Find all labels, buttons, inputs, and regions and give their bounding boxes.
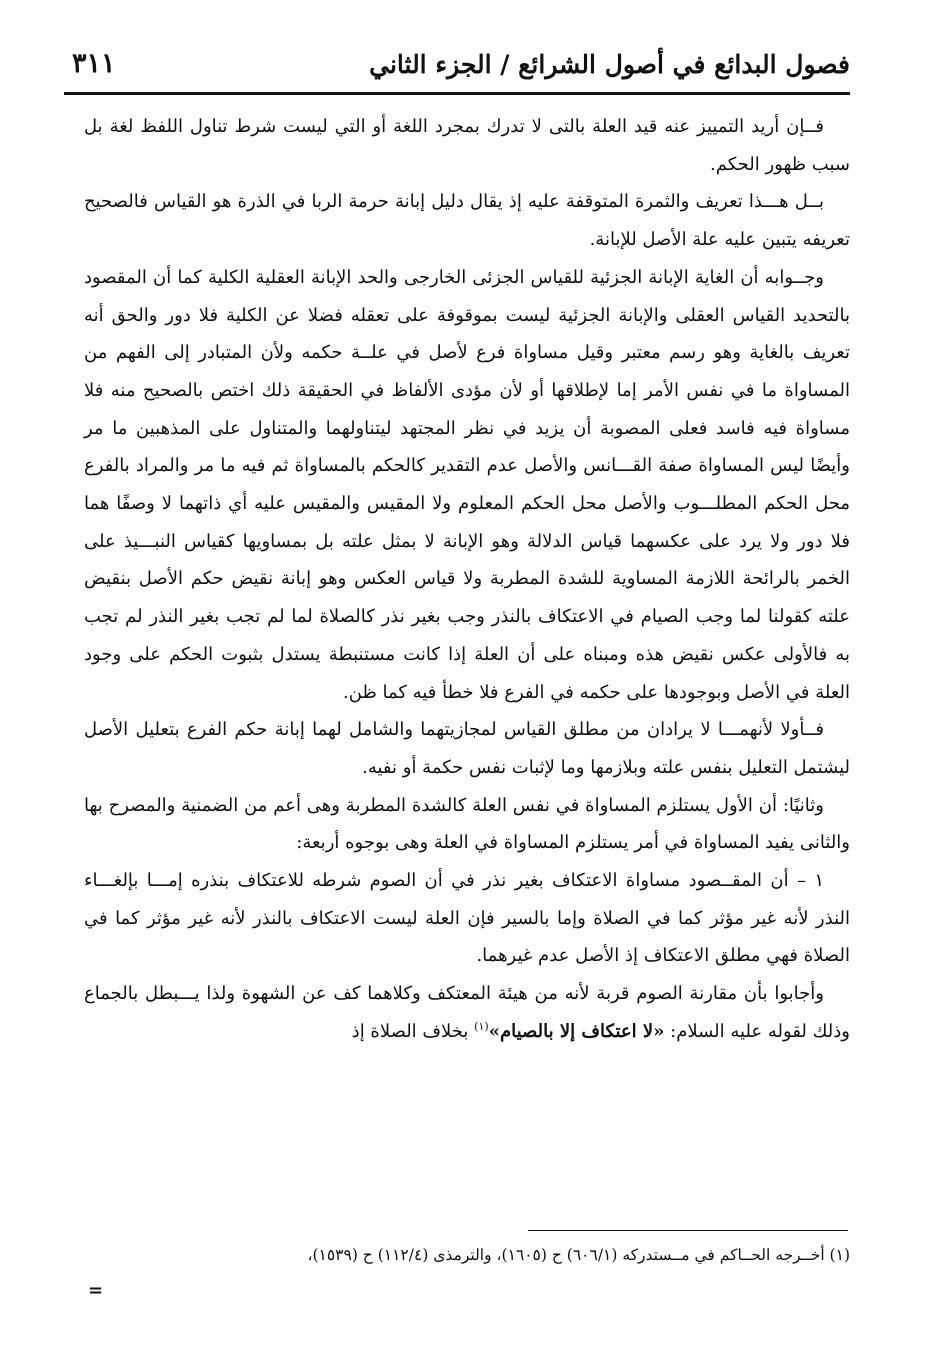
paragraph-text: وأجابوا بأن مقارنة الصوم قربة لأنه من هيئة المعتكف وكلاهما كف عن الشهوة ولذا يـــبطل بالجماع وذلك لقوله عليه السلام: — [84, 983, 850, 1042]
continuation-mark: = — [88, 1280, 104, 1301]
page-header — [64, 42, 850, 95]
paragraph: ١ – أن المقــصود مساواة الاعتكاف بغير نذر في أن الصوم شرطه للاعتكاف بنذره إمـــا بإلغـــاء النذر لأنه غير مؤثر كما في الصلاة وإما بالسير فإن العلة ليست الاعتكاف بالنذر لأنه غير مؤثر كما في الصلاة فهي مطلق الاعتكاف إذ الأصل عدم غيرهما. — [84, 870, 850, 967]
footnote-1: (١) أخــرجه الحــاكم في مــستدركه (٦٠٦/١) ح (١٦٠٥)، والترمذى (١١٢/٤) ح (١٥٣٩)، — [307, 1246, 850, 1264]
paragraph: فــإن أريد التمييز عنه قيد العلة بالتى لا تدرك بمجرد اللغة أو التي ليست شرط تناول اللفظ لغة بل سبب ظهور الحكم. — [84, 116, 850, 175]
footnote-reference: (١) — [474, 1019, 489, 1033]
paragraph: وجــوابه أن الغاية الإبانة الجزئية للقياس الجزئى الخارجى والحد الإبانة العقلية الكلية كما أن المقصود بالتحديد القياس العقلى والإبانة الجزئية ليست بموقوفة على تعقله فضلا عن الكلية فلا دور والحق أنه تعريف بالغاية وهو رسم معتبر وقيل مساواة فرع لأصل في علــة حكمه ولأن المتبادر إلى الفهم من المساواة ما في نفس الأمر إما لإطلاقها أو لأن مؤدى الألفاظ في الحقيقة ذلك اختص بالصحيح منه فلا مساواة فيه فاسد فعلى المصوبة أن يزيد في نظر المجتهد ليتناولهما والمتناول على المذهبين ما مر وأيضًا ليس المساواة صفة القـــانس والأصل عدم التقدير كالحكم بالمساواة ثم فيه ما مر والمراد بالفرع محل الحكم المطلـــوب والأصل محل الحكم المعلوم ولا المقيس والمقيس عليه أي ذاتهما لا وصفًا هما فلا دور ولا يرد على عكسهما قياس الدلالة وهو الإبانة لا بمثل علته بل بمساويها كقياس النبـــيذ على الخمر بالرائحة اللازمة المساوية للشدة المطربة ولا قياس العكس وهو إبانة نقيض حكم الأصل بنقيض علته كقولنا لما وجب الصيام في الاعتكاف بالنذر وجب بغير نذر كالصلاة لما لم تجب بغير النذر لم تجب به فالأولى عكس نقيض هذه ومبناه على أن العلة إذا كانت مستنبطة يستدل بثبوت الحكم على وجود العلة في الأصل وبوجودها على حكمه في الفرع فلا خطأ فيه كما ظن. — [84, 266, 850, 703]
page-number: ٣١١ — [72, 48, 116, 79]
running-title: فصول البدائع في أصول الشرائع / الجزء الثاني — [369, 50, 850, 79]
footnote-divider — [528, 1230, 848, 1231]
paragraph: وثانيًا: أن الأول يستلزم المساواة في نفس العلة كالشدة المطربة وهى أعم من الضمنية والمصرح بها والثانى يفيد المساواة في أمر يستلزم المساواة في العلة وهى بوجوه أربعة: — [84, 794, 850, 854]
hadith-quote: «لا اعتكاف إلا بالصيام» — [488, 1020, 665, 1042]
paragraph-text-end: بخلاف الصلاة إذ — [351, 1020, 469, 1042]
footnotes — [84, 1240, 850, 1270]
main-text — [84, 108, 850, 1051]
paragraph: بــل هـــذا تعريف والثمرة المتوقفة عليه إذ يقال دليل إبانة حرمة الربا في الذرة هو القياس فالصحيح تعريفه يتبين عليه علة الأصل للإبانة. — [84, 191, 850, 251]
paragraph: فــأولا لأنهمـــا لا يرادان من مطلق القياس لمجازيتهما والشامل لهما إبانة حكم الفرع بتعليل الأصل ليشتمل التعليل بنفس علته وبلازمها وما لإثبات نفس حكمة أو نفيه. — [84, 719, 850, 778]
paragraph-with-hadith — [84, 975, 850, 1050]
